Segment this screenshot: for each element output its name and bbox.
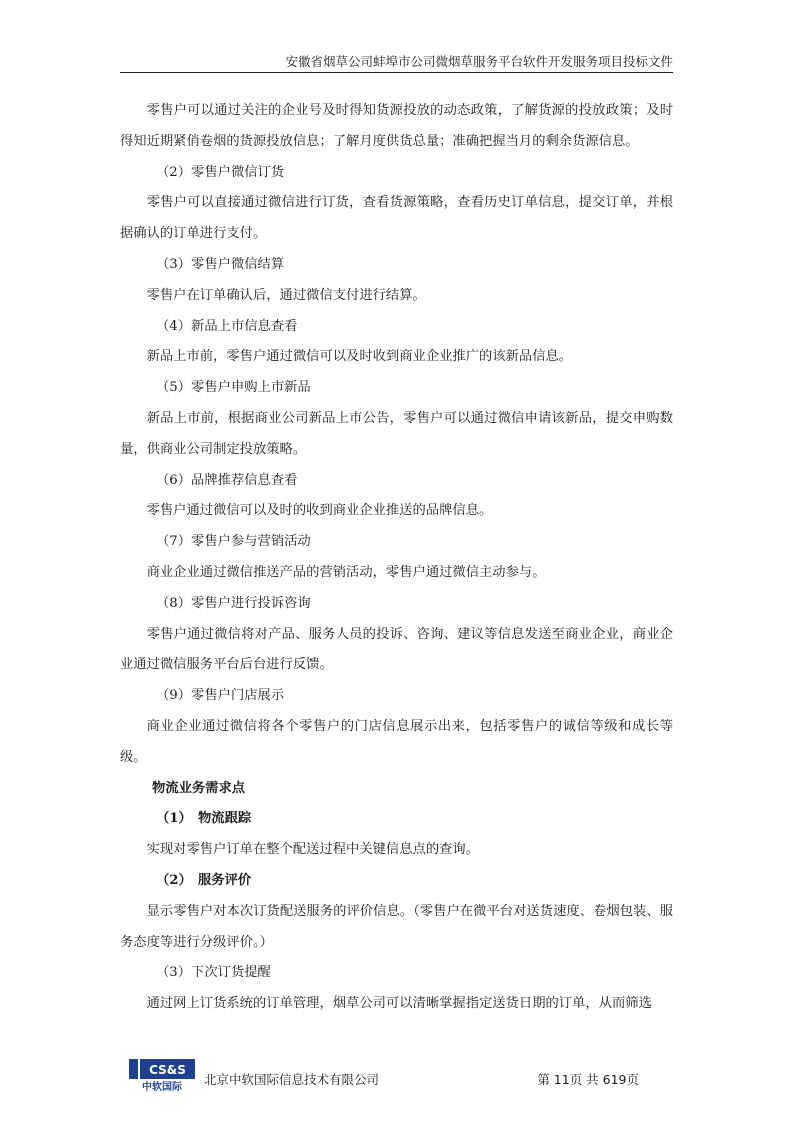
company-logo-icon <box>128 1058 196 1092</box>
subheading: （4）新品上市信息查看 <box>156 318 298 334</box>
item-number: （2） <box>156 872 192 888</box>
header-rule <box>120 72 673 73</box>
paragraph: 零售户可以直接通过微信进行订货，查看货源策略，查看历史订单信息，提交订单，并根据确认的订单进行支付。 <box>120 195 673 242</box>
paragraph: 零售户通过微信可以及时的收到商业企业推送的品牌信息。 <box>146 503 493 519</box>
page-footer <box>120 1064 673 1094</box>
logo-subtext: 中软国际 <box>142 1082 182 1092</box>
subheading: （3）下次订货提醒 <box>156 965 271 981</box>
bold-subheading <box>120 804 673 835</box>
paragraph: 零售户在订单确认后，通过微信支付进行结算。 <box>146 287 426 303</box>
paragraph: 新品上市前，根据商业公司新品上市公告，零售户可以通过微信申请该新品，提交申购数量，供商业公司制定投放策略。 <box>120 410 673 457</box>
document-body <box>120 96 673 1020</box>
bold-subheading <box>120 866 673 897</box>
footer-company: 北京中软国际信息技术有限公司 <box>204 1072 380 1087</box>
section-heading: 物流业务需求点 <box>152 780 246 796</box>
subheading: （3）零售户微信结算 <box>156 256 285 272</box>
paragraph: 新品上市前，零售户通过微信可以及时收到商业企业推广的该新品信息。 <box>146 349 573 365</box>
paragraph: 零售户通过微信将对产品、服务人员的投诉、咨询、建议等信息发送至商业企业，商业企业通过微信服务平台后台进行反馈。 <box>120 626 673 673</box>
subheading: （8）零售户进行投诉咨询 <box>156 595 311 611</box>
item-number: （1） <box>156 811 192 827</box>
paragraph: 零售户可以通过关注的企业号及时得知货源投放的动态政策，了解货源的投放政策；及时得知近期紧俏卷烟的货源投放信息；了解月度供货总量；准确把握当月的剩余货源信息。 <box>120 103 673 149</box>
subheading: （6）品牌推荐信息查看 <box>156 472 298 488</box>
subheading: （9）零售户门店展示 <box>156 688 285 704</box>
logo-text: CS&S <box>149 1063 186 1077</box>
item-title: 物流跟踪 <box>198 811 252 827</box>
page-number: 第 11页 共 619页 <box>537 1072 639 1087</box>
subheading: （2）零售户微信订货 <box>156 164 285 180</box>
paragraph: 商业企业通过微信将各个零售户的门店信息展示出来，包括零售户的诚信等级和成长等级。 <box>120 718 673 765</box>
paragraph: 实现对零售户订单在整个配送过程中关键信息点的查询。 <box>146 842 480 858</box>
paragraph: 通过网上订货系统的订单管理，烟草公司可以清晰掌握指定送货日期的订单，从而筛选 <box>146 996 652 1012</box>
paragraph: 商业企业通过微信推送产品的营销活动，零售户通过微信主动参与。 <box>146 564 546 580</box>
header-title: 安徽省烟草公司蚌埠市公司微烟草服务平台软件开发服务项目投标文件 <box>285 54 673 69</box>
subheading: （7）零售户参与营销活动 <box>156 534 311 550</box>
subheading: （5）零售户申购上市新品 <box>156 380 311 396</box>
paragraph: 显示零售户对本次订货配送服务的评价信息。（零售户在微平台对送货速度、卷烟包装、服务态度等进行分级评价。） <box>120 903 673 950</box>
item-title: 服务评价 <box>198 872 252 888</box>
